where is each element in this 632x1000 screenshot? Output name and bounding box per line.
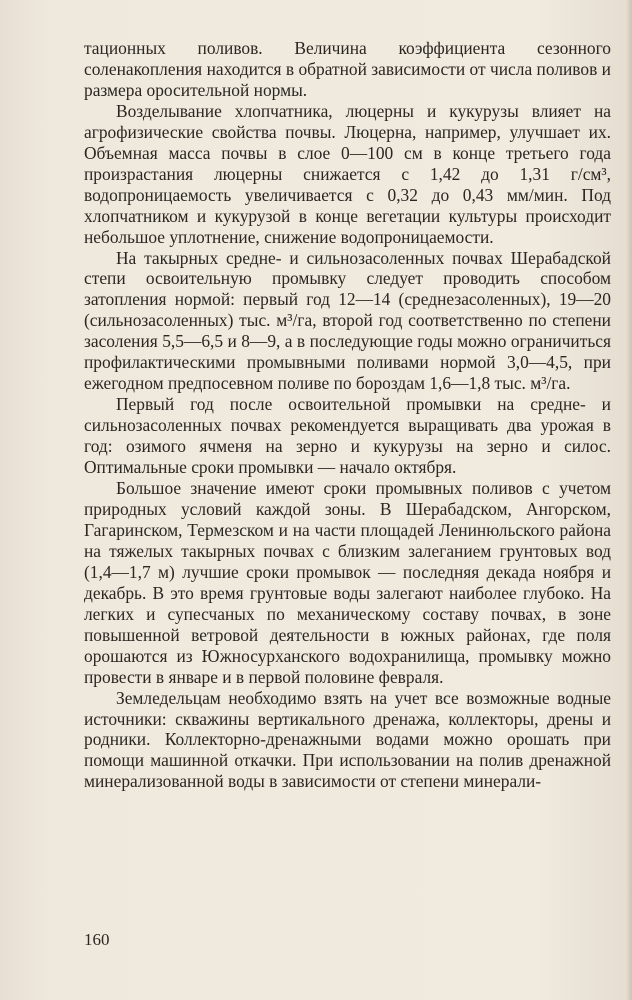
paragraph-5: Большое значение имеют сроки промывных поливов с учетом природных условий каждой зоны. В Шерабадском, Ангорском, Гагаринском, Термезском и на части площадей Ленинюльского района на тяжелых такырных почвах с близким залеганием грунтовых вод (1,4—1,7 м) лучшие сроки промывок — последняя декада ноября и декабрь. В это время грунтовые воды залегают наиболее глубоко. На легких и супесчаных по механическому составу почвах, в зоне повышенной ветровой деятельности в южных районах, где поля орошаются из Южносурханского водохранилища, промывку можно провести в январе и в первой половине февраля. (84, 478, 611, 687)
page-edge-shadow (626, 0, 632, 1000)
paragraph-1: тационных поливов. Величина коэффициента сезонного соленакопления находится в обратной зависимости от числа поливов и размера оросительной нормы. (84, 38, 611, 100)
paragraph-4: Первый год после освоительной промывки на средне- и сильнозасоленных почвах рекомендуется выращивать два урожая в год: озимого ячменя на зерно и кукурузы на зерно и силос. Оптимальные сроки промывки — начало октября. (84, 394, 611, 478)
paragraph-3: На такырных средне- и сильнозасоленных почвах Шерабадской степи освоительную промывку следует проводить способом затопления нормой: первый год 12—14 (среднезасоленных), 19—20 (сильнозасоленных) тыс. м³/га, второй год соответственно по степени засоления 5,5—6,5 и 8—9, а в последующие годы можно ограничиться профилактическими промывными поливами нормой 3,0—4,5, при ежегодном предпосевном поливе по бороздам 1,6—1,8 тыс. м³/га. (84, 247, 611, 394)
page-number: 160 (84, 930, 110, 949)
paragraph-2: Возделывание хлопчатника, люцерны и кукурузы влияет на агрофизические свойства почвы. Люцерна, например, улучшает их. Объемная масса почвы в слое 0—100 см в конце третьего года произрастания люцерны снижается с 1,42 до 1,31 г/см³, водопроницаемость увеличивается с 0,32 до 0,43 мм/мин. Под хлопчатником и кукурузой в конце вегетации культуры происходит небольшое уплотнение, снижение водопроницаемости. (84, 100, 611, 247)
page-body-text (84, 38, 611, 792)
paragraph-6: Земледельцам необходимо взять на учет все возможные водные источники: скважины вертикального дренажа, коллекторы, дрены и родники. Коллекторно-дренажными водами можно орошать при помощи машинной откачки. При использовании на полив дренажной минерализованной воды в зависимости от степени минерали- (84, 687, 611, 792)
